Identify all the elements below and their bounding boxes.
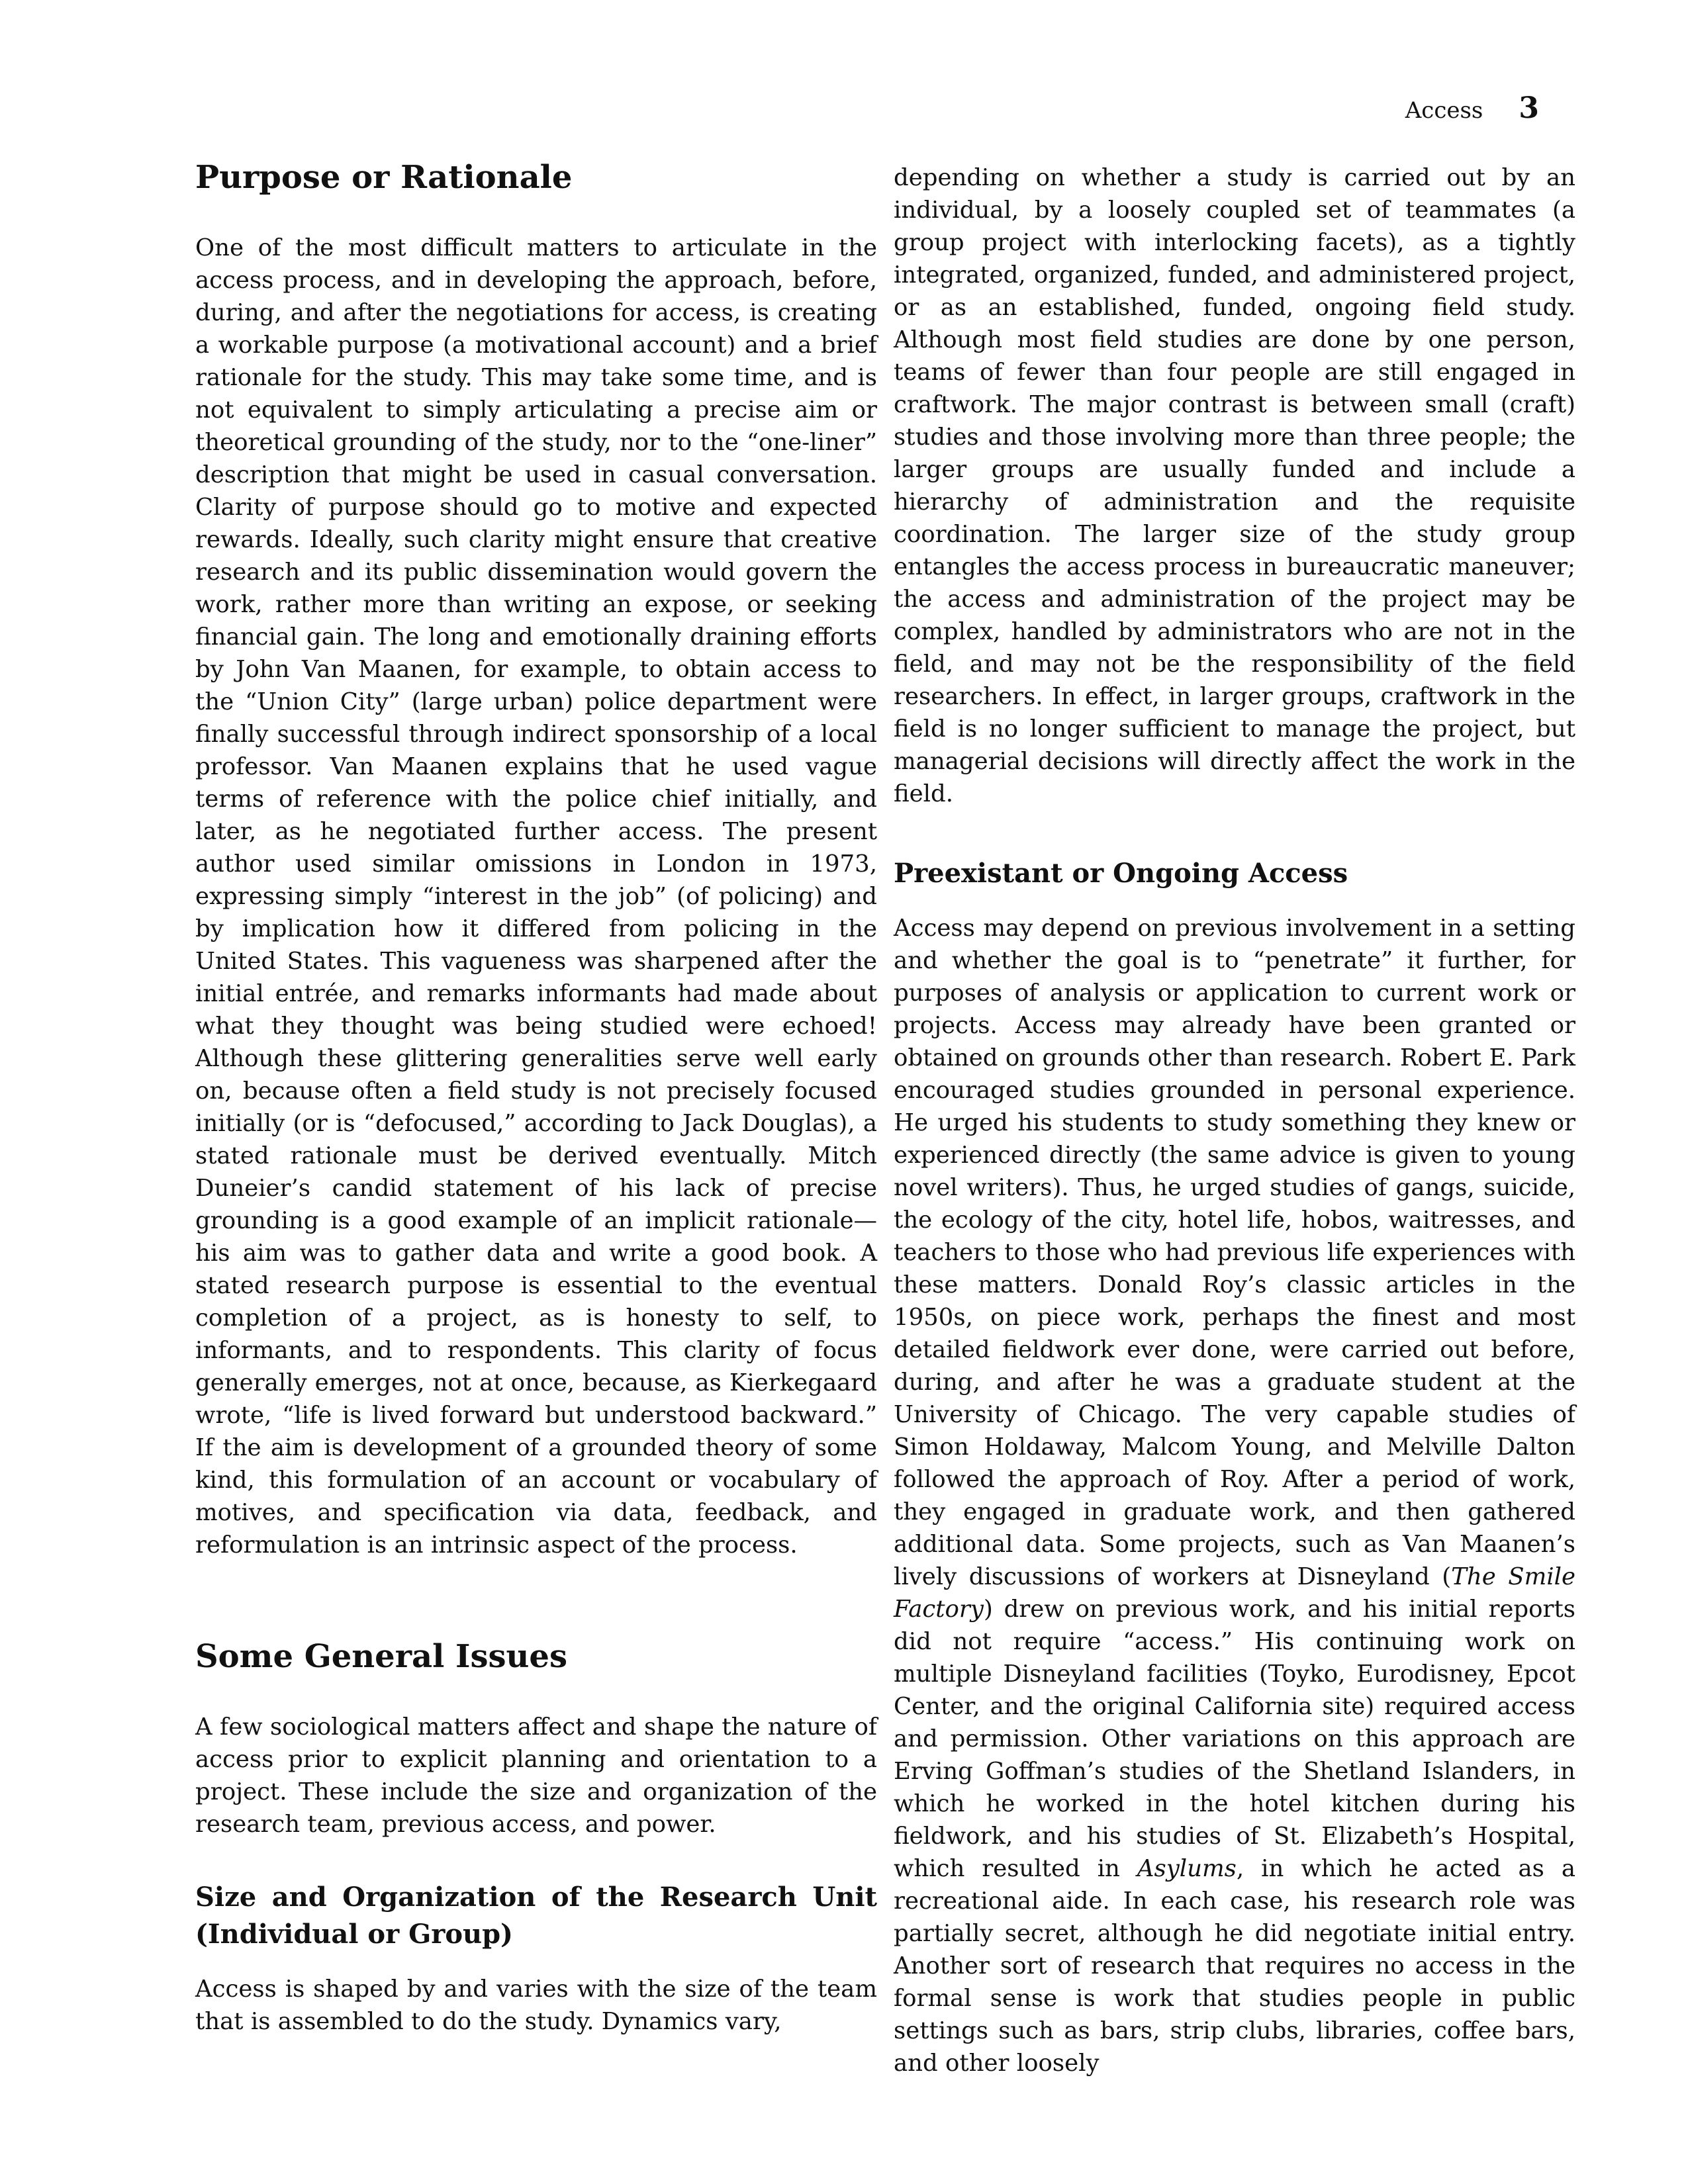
paragraph-size-organization: Access is shaped by and varies with the size of the team that is assembled to do the study. Dynamics vary,: [195, 1976, 877, 2035]
text-run: ) drew on previous work, and his initial reports did not require “access.” His continuing work on multiple Disneyland facilities (Toyko, Eurodisney, Epcot Center, and the original California site) required access and permission. Other variations on this approach are Erving Goffman’s studies of the Shetland Islanders, in which he worked in the hotel kitchen during his fieldwork, and his studies of St. Elizabeth’s Hospital, which resulted in: [894, 1596, 1575, 1882]
text-run: , in which he acted as a recreational aide. In each case, his research role was partially secret, although he did negotiate initial entry. Another sort of research that requires no access in the formal sense is work that studies people in public settings such as bars, strip clubs, libraries, coffee bars, and other loosely: [894, 1855, 1575, 2077]
text-run: Access may depend on previous involvement in a setting and whether the goal is to “penetrate” it further, for purposes of analysis or application to current work or projects. Access may already have been granted or obtained on grounds other than research. Robert E. Park encouraged studies grounded in personal experience. He urged his students to study something they knew or experienced directly (the same advice is given to young novel writers). Thus, he urged studies of gangs, suicide, the ecology of the city, hotel life, hobos, waitresses, and teachers to those who had previous life experiences with these matters. Donald Roy’s classic articles in the 1950s, on piece work, perhaps the finest and most detailed fieldwork ever done, were carried out before, during, and after he was a graduate student at the University of Chicago. The very capable studies of Simon Holdaway, Malcom Young, and Melville Dalton followed the approach of Roy. After a period of work, they engaged in graduate work, and then gathered additional data. Some projects, such as Van Maanen’s lively discussions of workers at Disneyland (: [894, 915, 1575, 1590]
paragraph-size-organization-continued: depending on whether a study is carried out by an individual, by a loosely coupled set of teammates (a group project with interlocking facets), as a tightly integrated, organized, funded, and administered project, or as an established, funded, ongoing field study. Although most field studies are done by one person, teams of fewer than four people are still engaged in craftwork. The major contrast is between small (craft) studies and those involving more than three people; the larger groups are usually funded and include a hierarchy of administration and the requisite coordination. The larger size of the study group entangles the access process in bureaucratic maneuver; the access and administration of the project may be complex, handled by administrators who are not in the field, and may not be the responsibility of the field researchers. In effect, in larger groups, craftwork in the field is no longer sufficient to manage the project, but managerial decisions will directly affect the work in the field.: [894, 164, 1575, 807]
paragraph-general-issues: A few sociological matters affect and shape the nature of access prior to explicit planning and orientation to a project. These include the size and organization of the research team, previous access, and power.: [195, 1713, 877, 1838]
heading-purpose-rationale: Purpose or Rationale: [195, 159, 573, 196]
subsection-spacer: [894, 810, 1575, 855]
heading-general-issues: Some General Issues: [195, 1638, 567, 1675]
book-title-asylums: Asylums: [1137, 1855, 1237, 1882]
heading-size-organization: Size and Organization of the Research Unit (Individual or Group): [195, 1882, 877, 1950]
section-spacer: [195, 1561, 877, 1637]
heading-preexistant-access: Preexistant or Ongoing Access: [894, 858, 1348, 889]
page-number: 3: [1519, 91, 1539, 125]
book-title-smile-factory: The Smile Factory: [894, 1563, 1575, 1623]
paragraph-preexistant-access: [894, 912, 1575, 2079]
right-column: [894, 161, 1575, 2079]
running-head: [1327, 91, 1539, 131]
paragraph-purpose-rationale: One of the most difficult matters to articulate in the access process, and in developing the approach, before, during, and after the negotiations for access, is creating a workable purpose (a motivational account) and a brief rationale for the study. This may take some time, and is not equivalent to simply articulating a precise aim or theoretical grounding of the study, nor to the “one-liner” description that might be used in casual conversation. Clarity of purpose should go to motive and expected rewards. Ideally, such clarity might ensure that creative research and its public dissemination would govern the work, rather more than writing an expose, or seeking financial gain. The long and emotionally draining efforts by John Van Maanen, for example, to obtain access to the “Union City” (large urban) police department were finally successful through indirect sponsorship of a local professor. Van Maanen explains that he used vague terms of reference with the police chief initially, and later, as he negotiated further access. The present author used similar omissions in London in 1973, expressing simply “interest in the job” (of policing) and by implication how it differed from policing in the United States. This vagueness was sharpened after the initial entrée, and remarks informants had made about what they thought was being studied were echoed! Although these glittering generalities serve well early on, because often a field study is not precisely focused initially (or is “defocused,” according to Jack Douglas), a stated rationale must be derived eventually. Mitch Duneier’s candid statement of his lack of precise grounding is a good example of an implicit rationale—his aim was to gather data and write a good book. A stated research purpose is essential to the eventual completion of a project, as is honesty to self, to informants, and to respondents. This clarity of focus generally emerges, not at once, because, as Kierkegaard wrote, “life is lived forward but understood backward.” If the aim is development of a grounded theory of some kind, this formulation of an account or vocabulary of motives, and specification via data, feedback, and reformulation is an intrinsic aspect of the process.: [195, 234, 877, 1559]
running-head-section: Access: [1405, 97, 1483, 124]
subsection-spacer: [195, 1841, 877, 1879]
left-column: [195, 158, 877, 2038]
